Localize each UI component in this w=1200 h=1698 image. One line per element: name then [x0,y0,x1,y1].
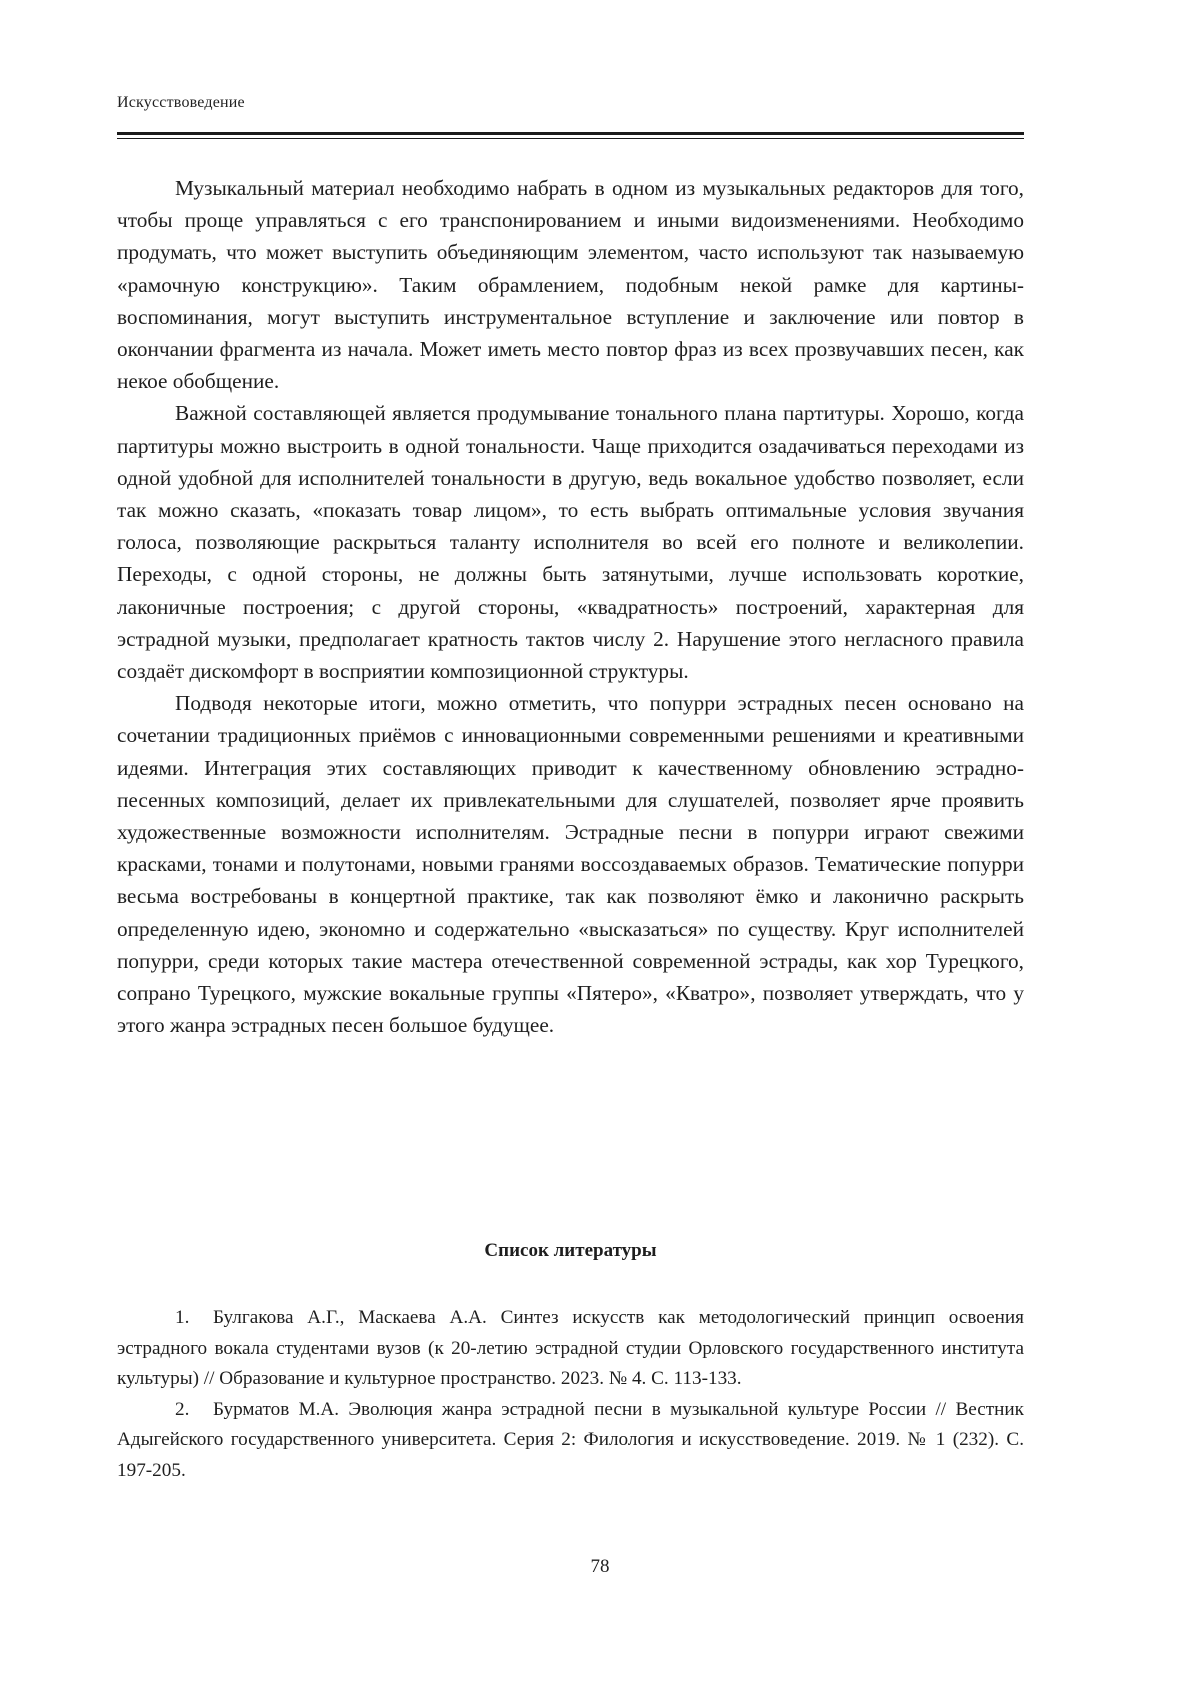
reference-number: 1. [175,1307,190,1328]
reference-text: Булгакова А.Г., Маскаева А.А. Синтез искусств как методологический принцип освоения эстрадного вокала студентами вузов (к 20-летию эстрадной студии Орловского государственного института культуры) // Образование и культурное пространство. 2023. № 4. С. 113-133. [117,1307,1024,1389]
paragraph: Подводя некоторые итоги, можно отметить, что попурри эстрадных песен основано на сочетании традиционных приёмов с инновационными современными решениями и креативными идеями. Интеграция этих составляющих приводит к качественному обновлению эстрадно-песенных композиций, делает их привлекательными для слушателей, позволяет ярче проявить художественные возможности исполнителям. Эстрадные песни в попурри играют свежими красками, тонами и полутонами, новыми гранями воссоздаваемых образов. Тематические попурри весьма востребованы в концертной практике, так как позволяют ёмко и лаконично раскрыть определенную идею, экономно и содержательно «высказаться» по существу. Круг исполнителей попурри, среди которых такие мастера отечественной современной эстрады, как хор Турецкого, сопрано Турецкого, мужские вокальные группы «Пятеро», «Кватро», позволяет утверждать, что у этого жанра эстрадных песен большое будущее. [117,691,1024,1038]
reference-number: 2. [175,1398,190,1420]
page-number: 78 [590,1556,610,1577]
references-list [117,1303,1024,1486]
article-body [117,172,1024,1041]
paragraph: Важной составляющей является продумывание тонального плана партитуры. Хорошо, когда партитуры можно выстроить в одной тональности. Чаще приходится озадачиваться переходами из одной удобной для исполнителей тональности в другую, ведь вокальное удобство позволяет, если так можно сказать, «показать товар лицом», то есть выбрать оптимальные условия звучания голоса, позволяющие раскрыться таланту исполнителя во всей его полноте и великолепии. Переходы, с одной стороны, не должны быть затянутыми, лучше использовать короткие, лаконичные построения; с другой стороны, «квадратность» построений, характерная для эстрадной музыки, предполагает кратность тактов числу 2. Нарушение этого негласного правила создаёт дискомфорт в восприятии композиционной структуры. [117,401,1024,684]
reference-item [117,1303,1024,1395]
header-rule-thick [117,132,1024,135]
running-title: Искусствоведение [117,94,245,111]
paragraph: Музыкальный материал необходимо набрать в одном из музыкальных редакторов для того, чтобы проще управляться с его транспонированием и иными видоизменениями. Необходимо продумать, что может выступить объединяющим элементом, часто используют так называемую «рамочную конструкцию». Таким обрамлением, подобным некой рамке для картины-воспоминания, могут выступить инструментальное вступление и заключение или повтор в окончании фрагмента из начала. Может иметь место повтор фраз из всех прозвучавших песен, как некое обобщение. [117,176,1024,394]
references-title: Список литературы [484,1240,657,1261]
reference-item [117,1395,1024,1487]
header-rule-thin [117,138,1024,139]
reference-text: Бурматов М.А. Эволюция жанра эстрадной песни в музыкальной культуре России // Вестник Адыгейского государственного университета. Серия 2: Филология и искусствоведение. 2019. № 1 (232). С. 197-205. [117,1398,1024,1481]
